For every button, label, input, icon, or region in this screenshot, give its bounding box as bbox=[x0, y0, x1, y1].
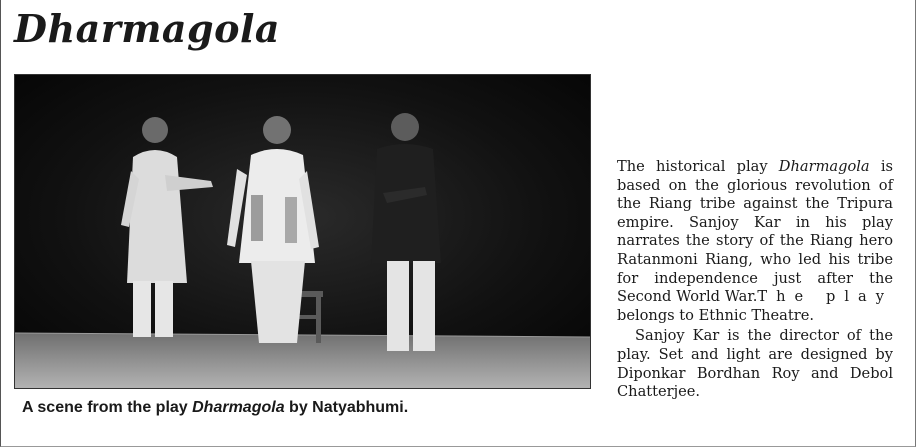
article-body bbox=[617, 158, 893, 402]
caption-prefix: A scene from the play bbox=[22, 399, 193, 416]
p1-before: The historical play bbox=[617, 158, 779, 175]
stage-photo bbox=[14, 74, 591, 389]
p1-play-title: Dharmagola bbox=[778, 158, 870, 175]
p1-spaced: The play bbox=[757, 288, 893, 306]
caption-play-title: Dharmagola bbox=[192, 399, 285, 416]
p1-end: belongs to Ethnic Theatre. bbox=[617, 306, 814, 324]
headline: Dharmagola bbox=[14, 6, 281, 51]
article-paragraph-2: Sanjoy Kar is the director of the play. Set and light are designed by Diponkar Bordhan Roy and Debol Chatterjee. bbox=[617, 327, 893, 401]
photo-caption bbox=[22, 399, 408, 417]
p1-after: is based on the glorious revolution of the Riang tribe against the Tripura empire. Sanjoy Kar in his play narrates the story of the Riang hero Ratanmoni Riang, who led his tribe for independence just after the Second World War. bbox=[617, 158, 893, 306]
stage-scene-image bbox=[15, 75, 591, 389]
article-paragraph-1 bbox=[617, 158, 893, 325]
caption-suffix: by Natyabhumi. bbox=[284, 399, 409, 416]
